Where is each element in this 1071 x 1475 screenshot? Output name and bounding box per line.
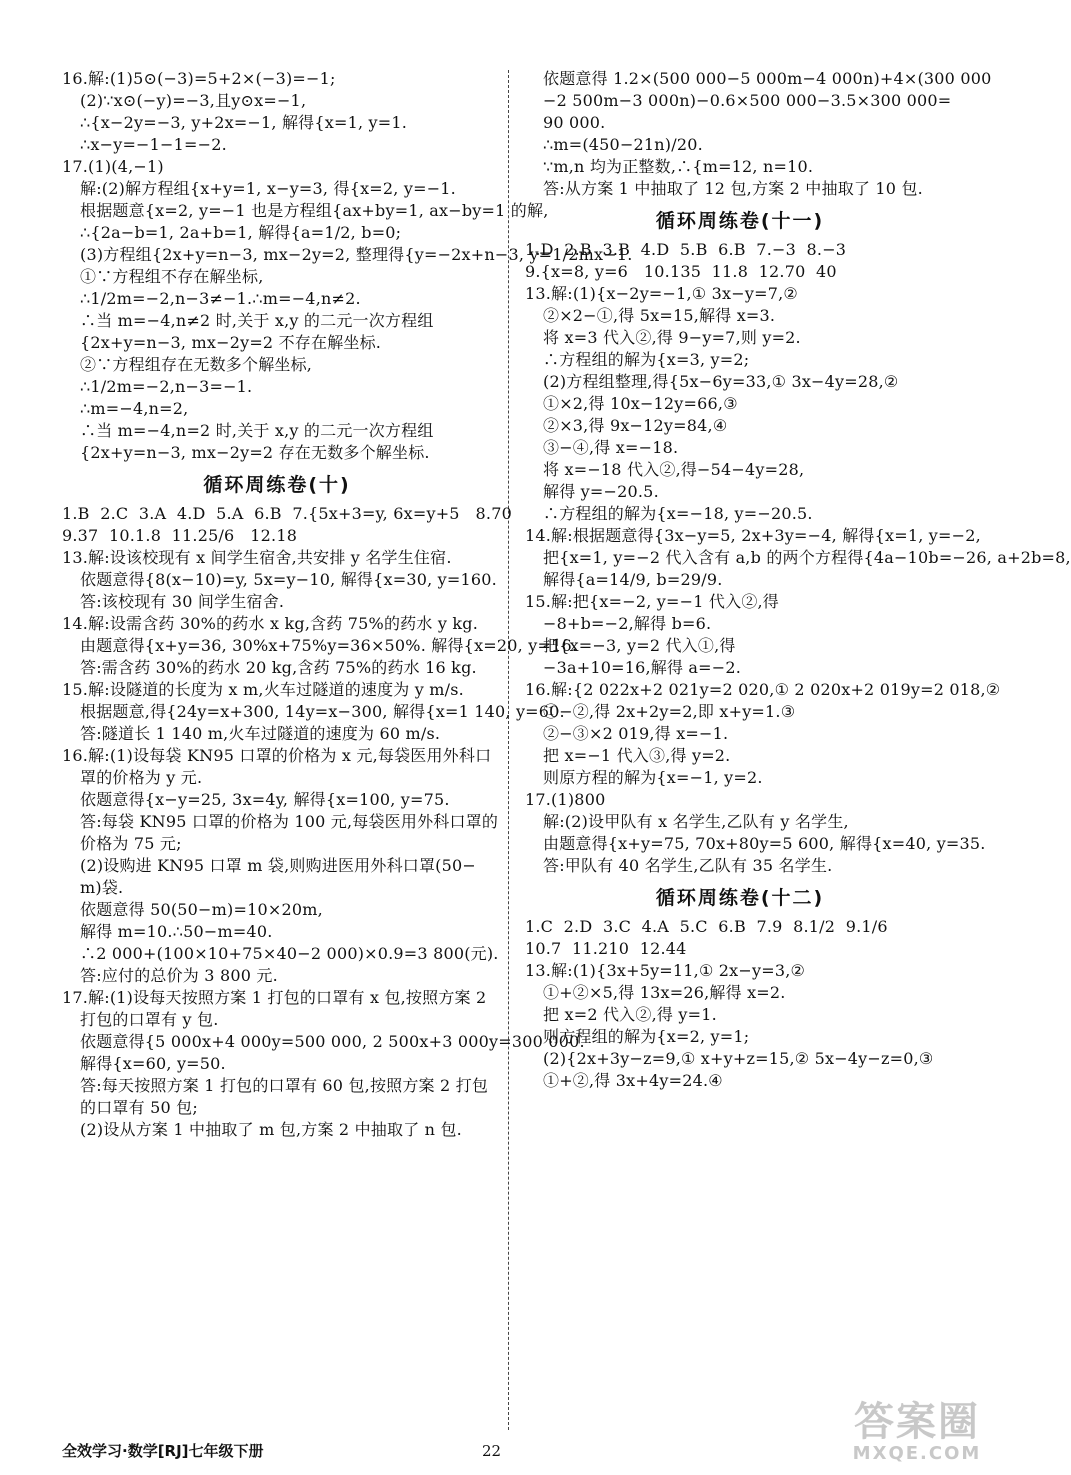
text-line: 90 000. <box>543 113 606 132</box>
page-number: 22 <box>482 1442 502 1460</box>
text-line: 13.解:(1){x−2y=−1,① 3x−y=7,② <box>525 284 798 303</box>
text-line: {2x+y=n−3, mx−2y=2 不存在解坐标. <box>80 333 382 352</box>
text-line: 把 x=−1 代入③,得 y=2. <box>543 746 731 765</box>
text-line: ①∵方程组不存在解坐标, <box>80 267 264 286</box>
text-line: 依题意得{5 000x+4 000y=500 000, 2 500x+3 000y=300 000. <box>80 1032 585 1051</box>
section-heading: 循环周练卷(十二) <box>655 887 825 909</box>
text-line: 由题意得{x+y=36, 30%x+75%y=36×50%. 解得{x=20, y=16. <box>80 636 578 655</box>
text-line: ∴方程组的解为{x=3, y=2; <box>543 350 750 369</box>
text-line: 依题意得 1.2×(500 000−5 000m−4 000n)+4×(300 000 <box>543 69 992 88</box>
text-line: 答:该校现有 30 间学生宿舍. <box>80 592 285 611</box>
text-line: (2)∵x⊙(−y)=−3,且y⊙x=−1, <box>80 91 307 110</box>
text-line: 解得 m=10.∴50−m=40. <box>80 922 273 941</box>
text-line: 15.解:把{x=−2, y=−1 代入②,得 <box>525 592 780 611</box>
text-line: 根据题意{x=2, y=−1 也是方程组{ax+by=1, ax−by=1 的解, <box>80 201 549 220</box>
book-footer-title: 全效学习·数学[RJ]七年级下册 <box>62 1442 264 1460</box>
text-line: ①−②,得 2x+2y=2,即 x+y=1.③ <box>543 702 796 721</box>
text-line: 答:从方案 1 中抽取了 12 包,方案 2 中抽取了 10 包. <box>543 179 923 198</box>
text-line: ∴1/2m=−2,n−3=−1. <box>80 377 253 396</box>
text-line: 把{x=1, y=−2 代入含有 a,b 的两个方程得{4a−10b=−26, a+2b=8, <box>543 548 1071 567</box>
text-line: {2x+y=n−3, mx−2y=2 存在无数多个解坐标. <box>80 443 430 462</box>
text-line: 则原方程的解为{x=−1, y=2. <box>543 768 763 787</box>
text-line: 答:需含药 30%的药水 20 kg,含药 75%的药水 16 kg. <box>80 658 477 677</box>
text-line: 9.{x=8, y=6 10.135 11.8 12.70 40 <box>525 262 837 281</box>
section-heading: 循环周练卷(十一) <box>655 210 825 232</box>
text-line: ∴m=−4,n=2, <box>80 399 189 418</box>
watermark-url: MXQE.COM <box>852 1443 982 1464</box>
right-column <box>525 68 1071 1092</box>
text-line: 将 x=3 代入②,得 9−y=7,则 y=2. <box>543 328 801 347</box>
text-line: 由题意得{x+y=75, 70x+80y=5 600, 解得{x=40, y=35. <box>543 834 986 853</box>
text-line: −8+b=−2,解得 b=6. <box>543 614 712 633</box>
text-line: 依题意得{8(x−10)=y, 5x=y−10, 解得{x=30, y=160. <box>80 570 497 589</box>
text-line: ∴2 000+(100×10+75×40−2 000)×0.9=3 800(元). <box>80 944 499 963</box>
text-line: 根据题意,得{24y=x+300, 14y=x−300, 解得{x=1 140, y=60. <box>80 702 565 721</box>
text-line: 13.解:(1){3x+5y=11,① 2x−y=3,② <box>525 961 806 980</box>
text-line: (2){2x+3y−z=9,① x+y+z=15,② 5x−4y−z=0,③ <box>543 1049 934 1068</box>
text-line: 依题意得 50(50−m)=10×20m, <box>80 900 323 919</box>
text-line: 16.解:{2 022x+2 021y=2 020,① 2 020x+2 019y=2 018,② <box>525 680 1001 699</box>
text-line: (3)方程组{2x+y=n−3, mx−2y=2, 整理得{y=−2x+n−3, y=1/2mx−1. <box>80 245 633 264</box>
text-line: 17.(1)(4,−1) <box>62 157 164 176</box>
watermark-text: 答案圈 <box>854 1399 980 1445</box>
text-line: 1.D 2.B 3.B 4.D 5.B 6.B 7.−3 8.−3 <box>525 240 847 259</box>
text-line: ∴方程组的解为{x=−18, y=−20.5. <box>543 504 813 523</box>
text-line: 1.C 2.D 3.C 4.A 5.C 6.B 7.9 8.1/2 9.1/6 <box>525 917 888 936</box>
column-divider <box>508 70 509 1430</box>
text-line: 将 x=−18 代入②,得−54−4y=28, <box>543 460 805 479</box>
text-line: ②∵方程组存在无数多个解坐标, <box>80 355 313 374</box>
text-line: 罩的价格为 y 元. <box>80 768 203 787</box>
text-line: 则方程组的解为{x=2, y=1; <box>543 1027 750 1046</box>
text-line: 打包的口罩有 y 包. <box>80 1010 219 1029</box>
text-line: 把{x=−3, y=2 代入①,得 <box>543 636 736 655</box>
text-line: 答:每袋 KN95 口罩的价格为 100 元,每袋医用外科口罩的 <box>80 812 499 831</box>
text-line: (2)设购进 KN95 口罩 m 袋,则购进医用外科口罩(50− <box>80 856 476 875</box>
text-line: ②×2−①,得 5x=15,解得 x=3. <box>543 306 776 325</box>
text-line: 13.解:设该校现有 x 间学生宿舍,共安排 y 名学生住宿. <box>62 548 452 567</box>
text-line: ∴m=(450−21n)/20. <box>543 135 703 154</box>
text-line: 解:(2)解方程组{x+y=1, x−y=3, 得{x=2, y=−1. <box>80 179 456 198</box>
text-line: 把 x=2 代入②,得 y=1. <box>543 1005 717 1024</box>
text-line: (2)设从方案 1 中抽取了 m 包,方案 2 中抽取了 n 包. <box>80 1120 462 1139</box>
text-line: 解得 y=−20.5. <box>543 482 659 501</box>
text-line: ①+②×5,得 13x=26,解得 x=2. <box>543 983 786 1002</box>
text-line: 的口罩有 50 包; <box>80 1098 198 1117</box>
text-line: ∴x−y=−1−1=−2. <box>80 135 227 154</box>
text-line: ③−④,得 x=−18. <box>543 438 679 457</box>
text-line: ②×3,得 9x−12y=84,④ <box>543 416 728 435</box>
text-line: 17.(1)800 <box>525 790 606 809</box>
text-line: 17.解:(1)设每天按照方案 1 打包的口罩有 x 包,按照方案 2 <box>62 988 487 1007</box>
text-line: 16.解:(1)5⊙(−3)=5+2×(−3)=−1; <box>62 69 336 88</box>
watermark-logo <box>842 1400 992 1470</box>
text-line: 价格为 75 元; <box>80 834 182 853</box>
text-line: 答:甲队有 40 名学生,乙队有 35 名学生. <box>543 856 833 875</box>
text-line: 9.37 10.1.8 11.25/6 12.18 <box>62 526 298 545</box>
section-heading: 循环周练卷(十) <box>203 474 351 496</box>
text-line: ①+②,得 3x+4y=24.④ <box>543 1071 723 1090</box>
text-line: 答:每天按照方案 1 打包的口罩有 60 包,按照方案 2 打包 <box>80 1076 489 1095</box>
text-line: ∴当 m=−4,n≠2 时,关于 x,y 的二元一次方程组 <box>80 311 434 330</box>
text-line: −2 500m−3 000n)−0.6×500 000−3.5×300 000= <box>543 91 952 110</box>
text-line: ∴当 m=−4,n=2 时,关于 x,y 的二元一次方程组 <box>80 421 434 440</box>
text-line: (2)方程组整理,得{5x−6y=33,① 3x−4y=28,② <box>543 372 899 391</box>
text-line: 解得{a=14/9, b=29/9. <box>543 570 723 589</box>
text-line: 14.解:根据题意得{3x−y=5, 2x+3y=−4, 解得{x=1, y=−2, <box>525 526 981 545</box>
text-line: 15.解:设隧道的长度为 x m,火车过隧道的速度为 y m/s. <box>62 680 464 699</box>
text-line: 解:(2)设甲队有 x 名学生,乙队有 y 名学生, <box>543 812 849 831</box>
text-line: ∴{2a−b=1, 2a+b=1, 解得{a=1/2, b=0; <box>80 223 402 242</box>
text-line: ①×2,得 10x−12y=66,③ <box>543 394 738 413</box>
text-line: m)袋. <box>80 878 124 897</box>
text-line: ∵m,n 均为正整数,∴{m=12, n=10. <box>543 157 814 176</box>
text-line: −3a+10=16,解得 a=−2. <box>543 658 742 677</box>
text-line: 解得{x=60, y=50. <box>80 1054 226 1073</box>
text-line: ②−③×2 019,得 x=−1. <box>543 724 729 743</box>
text-line: 1.B 2.C 3.A 4.D 5.A 6.B 7.{5x+3=y, 6x=y+5 8.70 <box>62 504 512 523</box>
text-line: 14.解:设需含药 30%的药水 x kg,含药 75%的药水 y kg. <box>62 614 478 633</box>
text-line: 10.7 11.210 12.44 <box>525 939 687 958</box>
text-line: ∴1/2m=−2,n−3≠−1.∴m=−4,n≠2. <box>80 289 361 308</box>
text-line: ∴{x−2y=−3, y+2x=−1, 解得{x=1, y=1. <box>80 113 408 132</box>
text-line: 答:应付的总价为 3 800 元. <box>80 966 278 985</box>
text-line: 答:隧道长 1 140 m,火车过隧道的速度为 60 m/s. <box>80 724 441 743</box>
text-line: 依题意得{x−y=25, 3x=4y, 解得{x=100, y=75. <box>80 790 450 809</box>
text-line: 16.解:(1)设每袋 KN95 口罩的价格为 x 元,每袋医用外科口 <box>62 746 492 765</box>
